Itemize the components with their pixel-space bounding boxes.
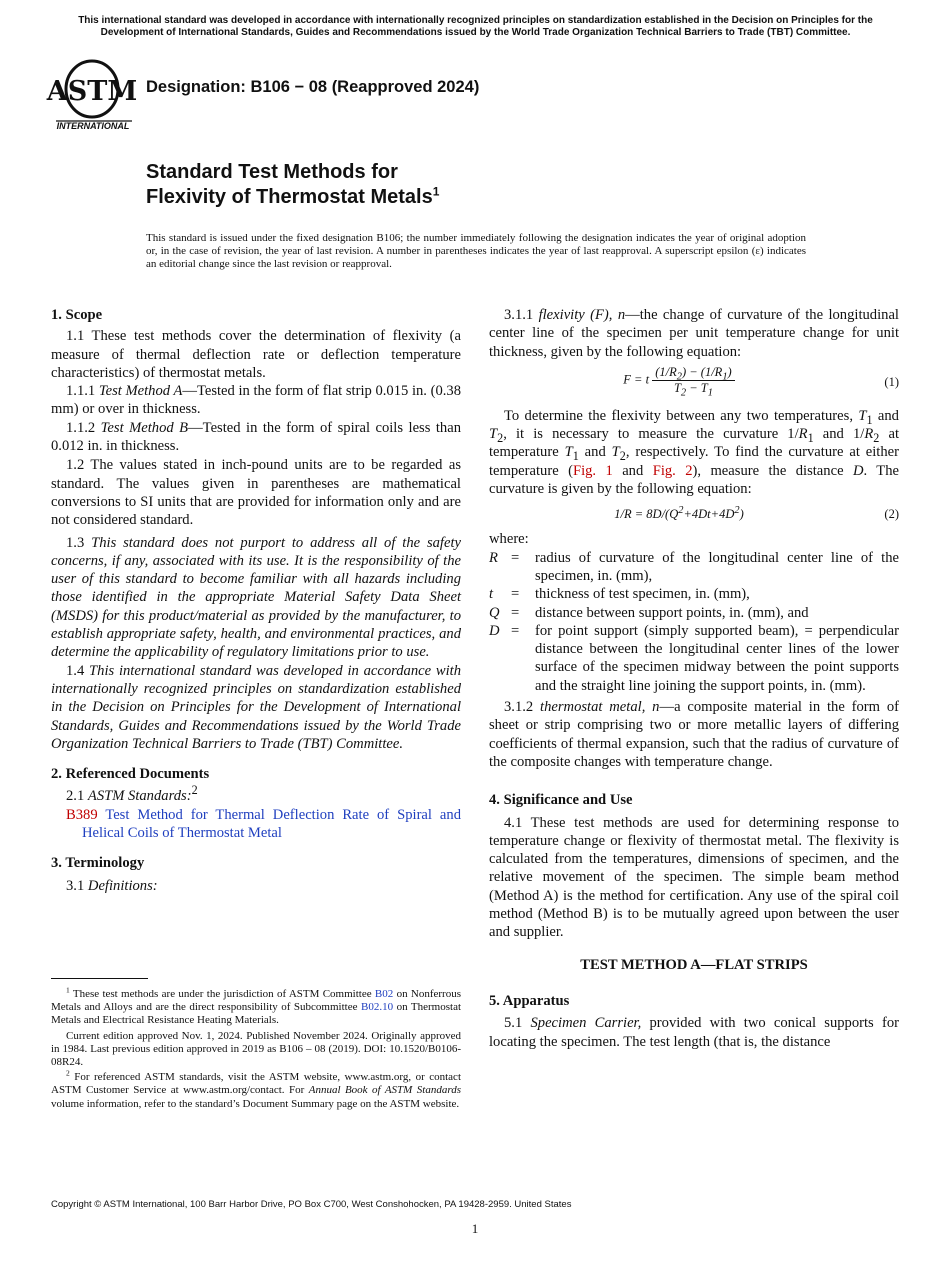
logo-international: INTERNATIONAL <box>56 121 130 131</box>
para-1-1: 1.1 These test methods cover the determination of flexivity (a measure of thermal deflection rate or deflection temperature characteristics) of thermostat metals. <box>51 328 461 381</box>
left-column <box>51 306 461 895</box>
copyright-notice: Copyright © ASTM International, 100 Barr Harbor Drive, PO Box C700, West Conshohocken, PA 19428-2959. United States <box>51 1199 572 1210</box>
definition-row: D = for point support (simply supported beam), = perpendicular distance between the longitudinal center lines of the lower surface of the specimen midway between the point supports and the straight line joining the support points, in. (mm). <box>489 622 899 694</box>
para-3-1: 3.1 Definitions: <box>66 877 158 894</box>
referenced-standard-b389[interactable] <box>51 806 461 843</box>
astm-logo-icon <box>46 58 138 132</box>
section-2-heading: 2. Referenced Documents <box>51 766 210 783</box>
para-4-1: 4.1 These test methods are used for determining response to temperature change or flexivity of thermostat metal. The flexivity is calculated from the temperatures, dimensions of specimen, and the relative movement of the specimen. The simple beam method (Method A) is the method for certification. Any use of the spiral coil method (Method B) is to be mutually agreed upon between the user and supplier. <box>489 814 899 941</box>
equation-1: F = t $\frac{(1/R_2) - (1/R_1)}{T_2 - T_1}$ (1) <box>623 364 899 399</box>
intro-note: This standard is issued under the fixed designation B106; the number immediately following the designation indicates the year of original adoption or, in the case of revision, the year of last revision. A number in parentheses indicates the year of last reapproval. A superscript epsilon (ε) indicates an editorial change since the last revision or reapproval. <box>146 232 806 271</box>
logo-text: ASTM <box>46 76 138 107</box>
section-5-heading: 5. Apparatus <box>489 992 570 1009</box>
b02-link[interactable]: B02 <box>374 988 394 1000</box>
section-3-heading: 3. Terminology <box>51 855 145 872</box>
section-1-heading: 1. Scope <box>51 307 103 323</box>
title-footnote-mark: 1 <box>432 184 440 199</box>
equation-2: $1/R = 8D/(Q^2+4Dt+4D^2)$ (2) <box>489 502 899 528</box>
footnotes <box>51 985 462 1113</box>
para-1-1-2: 1.1.2 Test Method B—Tested in the form of spiral coils less than 0.012 in. in thickness. <box>51 419 461 455</box>
page-title <box>146 160 439 210</box>
para-1-1-1: 1.1.1 Test Method A—Tested in the form of flat strip 0.015 in. (0.38 mm) or over in thickness. <box>51 383 462 418</box>
where-label: where: <box>489 531 529 548</box>
designation: Designation: B106 − 08 (Reapproved 2024) <box>146 78 480 96</box>
fig-1-link[interactable]: Fig. 1 <box>572 462 613 479</box>
symbol-definitions <box>489 549 899 695</box>
title-line-1: Standard Test Methods for <box>146 161 398 183</box>
para-3-1-1: 3.1.1 flexivity (F), n—the change of curvature of the longitudinal center line of the specimen per unit temperature change for unit thickness, given by the following equation: <box>489 307 899 360</box>
b02-10-link[interactable]: B02.10 <box>361 1001 394 1014</box>
ref-title-link[interactable]: Test Method for Thermal Deflection Rate of Spiral and Helical Coils of Thermostat Metal <box>82 806 461 842</box>
ref-code-link[interactable]: B389 <box>66 806 98 823</box>
page-number: 1 <box>471 1221 479 1236</box>
fig-2-link[interactable]: Fig. 2 <box>652 462 693 479</box>
para-curvature: To determine the flexivity between any two temperatures, $T_1$ and $T_2$, it is necessary to measure the curvature $1/R_1$ and $1/R_2$ at temperature $T_1$ and $T_2$, respectively. To find the curvature at either temperature (Fig. 1 and Fig. 2), measure the distance D. The curvature is given by the following equation: <box>489 407 899 498</box>
para-2-1: 2.1 ASTM Standards:$^2$ <box>66 783 198 805</box>
footnote-1-edition: Current edition approved Nov. 1, 2024. Published November 2024. Originally approved in 1984. Last previous edition approved in 2019 as B106 – 08 (2019). DOI: 10.1520/B0106-08R24. <box>51 1029 461 1069</box>
method-a-heading: TEST METHOD A—FLAT STRIPS <box>580 956 808 973</box>
title-line-2: Flexivity of Thermostat Metals <box>146 186 433 208</box>
definition-row: t = thickness of test specimen, in. (mm), <box>489 586 750 603</box>
para-5-1: 5.1 Specimen Carrier, provided with two conical supports for locating the specimen. The test length (that is, the distance <box>489 1015 899 1050</box>
para-3-1-2: 3.1.2 thermostat metal, n—a composite material in the form of sheet or strip comprising two or more metallic layers of differing coefficients of thermal expansion, such that the radius of curvature of the composite changes with temperature change. <box>489 699 899 770</box>
para-1-2: 1.2 The values stated in inch-pound units are to be regarded as standard. The values given in parentheses are mathematical conversions to SI units that are provided for information only and are not considered standard. <box>51 457 461 529</box>
equation-2-number: (2) <box>884 507 899 522</box>
footnote-divider <box>51 978 148 979</box>
header-notice: This international standard was developed in accordance with internationally recognized principles on standardization established in the Decision on Principles for the Development of International Standards, Guides and Recommendations issued by the World Trade Organization Technical Barriers to Trade (TBT) Committee. <box>78 15 873 38</box>
definition-row: R = radius of curvature of the longitudinal center line of the specimen, in. (mm), <box>489 549 899 584</box>
right-column <box>489 306 899 1051</box>
footnote-2: $^2$ For referenced ASTM standards, visit the ASTM website, www.astm.org, or contact ASTM Customer Service at www.astm.org/contact. For Annual Book of ASTM Standards volume information, refer to the standard’s Document Summary page on the ASTM website. <box>51 1068 461 1110</box>
para-1-4: 1.4 This international standard was developed in accordance with internationally recognized principles on standardization established in the Decision on Principles for the Development of International Standards, Guides and Recommendations issued by the World Trade Organization Technical Barriers to Trade (TBT) Committee. <box>51 662 462 752</box>
section-4-heading: 4. Significance and Use <box>489 792 633 809</box>
definition-row: Q = distance between support points, in. (mm), and <box>489 604 809 621</box>
equation-1-number: (1) <box>884 374 899 389</box>
footnote-1: $^1$ These test methods are under the jurisdiction of ASTM Committee B02 on Nonferrous Metals and Alloys and are the direct responsibility of Subcommittee B02.10 on Thermostat Metals and Electrical Resistance Heating Materials. <box>51 985 462 1027</box>
para-1-3: 1.3 This standard does not purport to address all of the safety concerns, if any, associated with its use. It is the responsibility of the user of this standard to become familiar with all hazards including those identified in the appropriate Material Safety Data Sheet (MSDS) for this product/material as provided by the manufacturer, to establish appropriate safety, health, and environmental practices, and determine the applicability of regulatory limitations prior to use. <box>51 534 461 661</box>
